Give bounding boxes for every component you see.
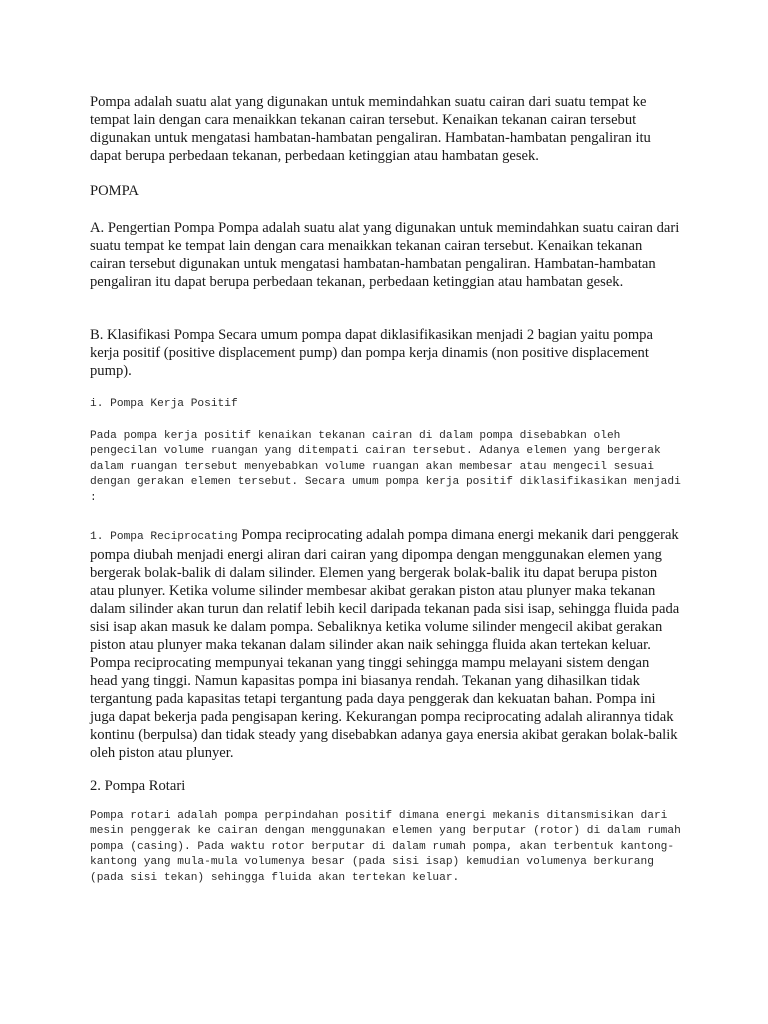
sub-i-heading: i. Pompa Kerja Positif [90,398,238,410]
item-1-label: 1. Pompa Reciprocating [90,531,238,543]
item-1-paragraph [90,526,680,762]
document-title: POMPA [90,183,139,199]
section-a-paragraph: A. Pengertian Pompa Pompa adalah suatu alat yang digunakan untuk memindahkan suatu cairan dari suatu tempat ke tempat lain dengan cara menaikkan tekanan cairan tersebut. Kenaikan tekanan cairan tersebut digunakan untuk mengatasi hambatan-hambatan pengaliran. Hambatan-hambatan pengaliran itu dapat berupa perbedaan tekanan, perbedaan ketinggian atau hambatan gesek. [90,220,680,290]
item-2-heading: 2. Pompa Rotari [90,778,186,794]
item-1-text: Pompa reciprocating adalah pompa dimana energi mekanik dari penggerak pompa diubah menjadi energi aliran dari cairan yang dipompa dengan menggunakan elemen yang bergerak bolak-balik di dalam silinder. Elemen yang bergerak bolak-balik itu dapat berupa piston atau plunyer. Ketika volume silinder membesar akibat gerakan piston atau plunyer maka tekanan dalam silinder akan turun dan relatif lebih kecil daripada tekanan pada sisi isap, sehingga fluida pada sisi isap akan masuk ke dalam pompa. Sebaliknya ketika volume silinder mengecil akibat gerakan piston atau plunyer maka tekanan dalam silinder akan naik sehingga fluida akan tertekan keluar. Pompa reciprocating mempunyai tekanan yang tinggi sehingga mampu melayani sistem dengan head yang tinggi. Namun kapasitas pompa ini biasanya rendah. Tekanan yang dihasilkan tidak tergantung pada kapasitas tetapi tergantung pada daya penggerak dan kekuatan bahan. Pompa ini juga dapat bekerja pada pengisapan kering. Kekurangan pompa reciprocating adalah alirannya tidak kontinu (berpulsa) dan tidak steady yang disebabkan adanya gaya enersia akibat gerakan bolak-balik oleh piston atau plunyer. [90,527,680,761]
section-b-paragraph: B. Klasifikasi Pompa Secara umum pompa dapat diklasifikasikan menjadi 2 bagian yaitu pompa kerja positif (positive displacement pump) dan pompa kerja dinamis (non positive displacement pump). [90,327,653,379]
intro-paragraph: Pompa adalah suatu alat yang digunakan untuk memindahkan suatu cairan dari suatu tempat ke tempat lain dengan cara menaikkan tekanan cairan tersebut. Kenaikan tekanan cairan tersebut digunakan untuk mengatasi hambatan-hambatan pengaliran. Hambatan-hambatan pengaliran itu dapat berupa perbedaan tekanan, perbedaan ketinggian atau hambatan gesek. [90,94,651,164]
sub-i-paragraph: Pada pompa kerja positif kenaikan tekanan cairan di dalam pompa disebabkan oleh pengecilan volume ruangan yang ditempati cairan tersebut. Adanya elemen yang bergerak dalam ruangan tersebut menyebabkan volume ruangan akan membesar atau mengecil sesuai dengan gerakan elemen tersebut. Secara umum pompa kerja positif diklasifikasikan menjadi : [90,430,681,504]
item-2-paragraph: Pompa rotari adalah pompa perpindahan positif dimana energi mekanis ditansmisikan dari mesin penggerak ke cairan dengan menggunakan elemen yang berputar (rotor) di dalam rumah pompa (casing). Pada waktu rotor berputar di dalam rumah pompa, akan terbentuk kantong-kantong yang mula-mula volumenya besar (pada sisi isap) kemudian volumenya berkurang (pada sisi tekan) sehingga fluida akan tertekan keluar. [90,810,681,884]
